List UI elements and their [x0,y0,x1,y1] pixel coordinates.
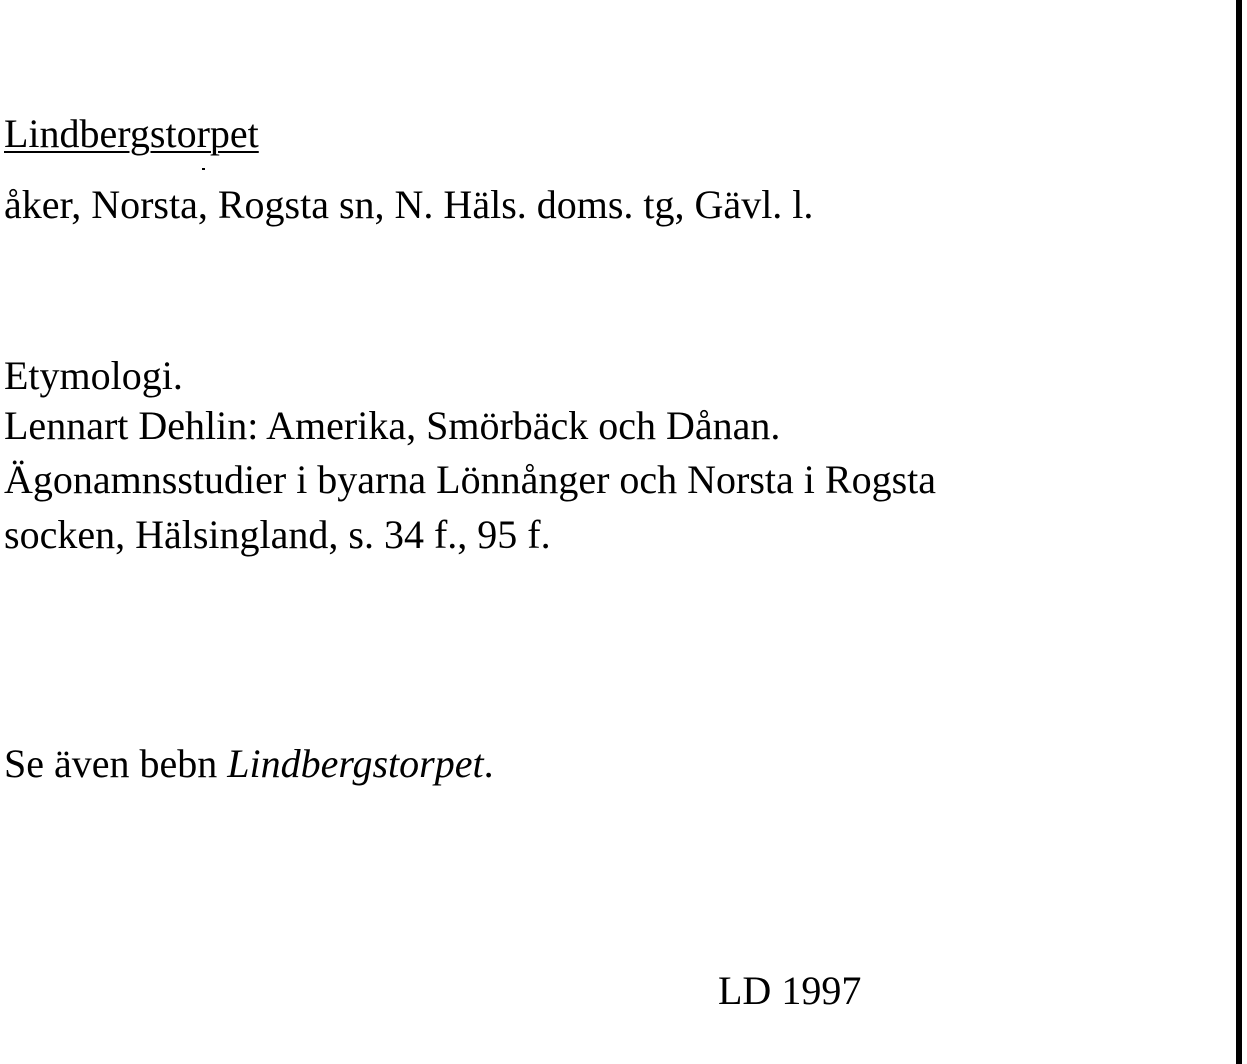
cross-reference-suffix: . [483,741,494,786]
cross-reference-prefix: Se även bebn [4,741,228,786]
etymology-line: Ägonamnsstudier i byarna Lönnånger och Norsta i Rogsta [4,457,937,502]
signature: LD 1997 [718,968,862,1013]
cross-reference-target: Lindbergstorpet [227,741,484,786]
cross-reference [4,740,494,788]
etymology-label: Etymologi. [4,353,183,398]
etymology-line: socken, Hälsingland, s. 34 f., 95 f. [4,512,551,557]
etymology-line: Lennart Dehlin: Amerika, Smörbäck och Dånan. [4,403,781,448]
locality-description: åker, Norsta, Rogsta sn, N. Häls. doms. tg, Gävl. l. [4,182,814,227]
headword: Lindbergstorpet [4,111,259,156]
print-speck [202,168,205,170]
card-edge-border [1236,0,1242,1064]
